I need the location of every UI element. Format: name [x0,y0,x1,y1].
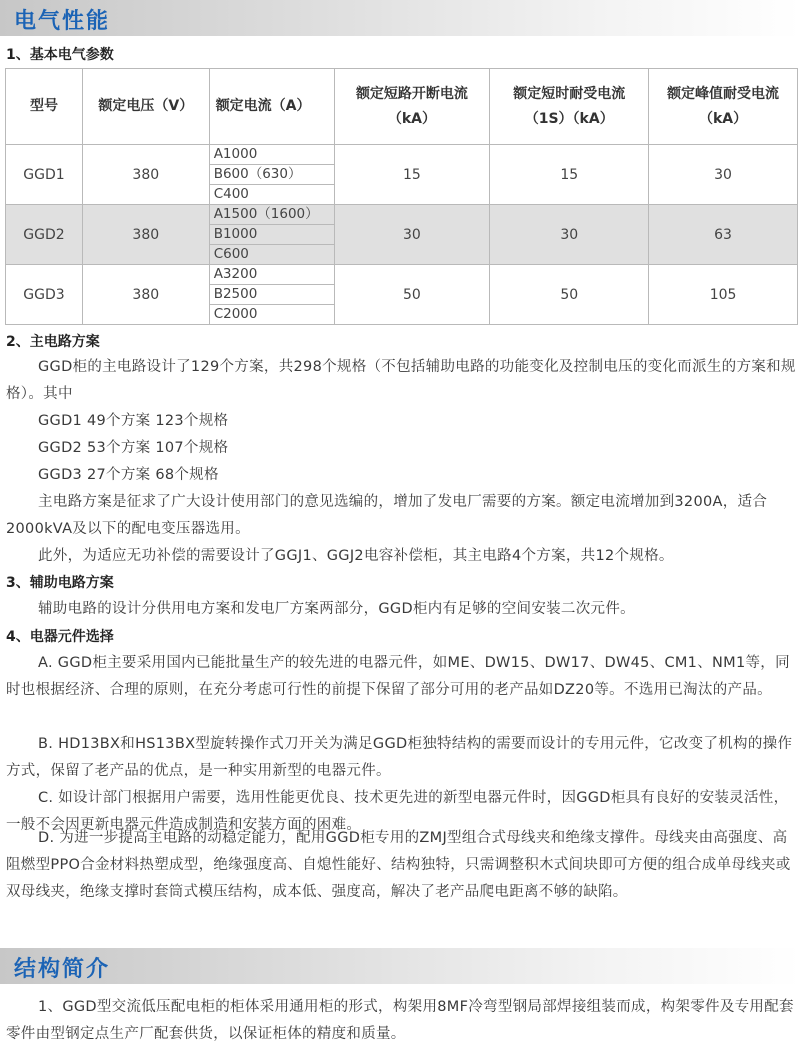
cell-peak: 30 [649,145,798,205]
cell-model: GGD2 [6,205,83,265]
cell-voltage: 380 [82,205,209,265]
header-short-time: 额定短时耐受电流（1S）（kA） [490,69,649,145]
cell-model: GGD3 [6,265,83,325]
section-title-structure: 结构简介 [14,957,111,982]
scheme-line-ggd2: GGD2 53个方案 107个规格 [38,440,229,456]
current-option: A1000 [210,145,334,165]
table-row [6,145,798,205]
paragraph-aux-circuit: 辅助电路的设计分供用电方案和发电厂方案两部分，GGD柜内有足够的空间安装二次元件。 [38,601,635,617]
cell-breaking: 30 [334,205,490,265]
heading-aux-circuit: 3、辅助电路方案 [6,575,114,591]
table-header-row [6,69,798,145]
cell-peak: 63 [649,205,798,265]
paragraph-component-b: B. HD13BX和HS13BX型旋转操作式刀开关为满足GGD柜独特结构的需要而设计的专用元件，它改变了机构的操作方式，保留了老产品的优点，是一种实用新型的电器元件。 [6,736,793,779]
scheme-line-ggd1: GGD1 49个方案 123个规格 [38,413,229,429]
header-model: 型号 [6,69,83,145]
table-row [6,265,798,325]
cell-currents [209,265,334,325]
spec-table [5,68,798,325]
paragraph-component-c: C. 如设计部门根据用户需要，选用性能更优良、技术更先进的新型电器元件时，因GGD柜具有良好的安装灵活性，一般不会因更新电器元件造成制造和安装方面的困难。 [6,790,789,833]
current-option: A3200 [210,265,334,285]
cell-short-time: 50 [490,265,649,325]
header-peak: 额定峰值耐受电流（kA） [649,69,798,145]
paragraph-structure-1: 1、GGD型交流低压配电柜的柜体采用通用柜的形式，构架用8MF冷弯型钢局部焊接组装而成，构架零件及专用配套零件由型钢定点生产厂配套供货，以保证柜体的精度和质量。 [6,999,794,1042]
cell-short-time: 30 [490,205,649,265]
cell-voltage: 380 [82,265,209,325]
cell-voltage: 380 [82,145,209,205]
header-current: 额定电流（A） [209,69,334,145]
current-option: C2000 [213,306,258,322]
heading-basic-params: 1、基本电气参数 [6,47,114,63]
header-breaking: 额定短路开断电流（kA） [334,69,490,145]
table-row [6,205,798,265]
current-option: C600 [213,246,249,262]
paragraph-component-d: D. 为进一步提高主电路的动稳定能力，配用GGD柜专用的ZMJ型组合式母线夹和绝缘支撑件。母线夹由高强度、高阻燃型PPO合金材料热塑成型，绝缘强度高、自熄性能好、结构独特，只需调整积木式间块即可方便的组合成单母线夹或双母线夹，绝缘支撑时套筒式模压结构，成本低、强度高，解决了老产品爬电距离不够的缺陷。 [6,830,791,900]
paragraph-capacitor-cabinet: 此外，为适应无功补偿的需要设计了GGJ1、GGJ2电容补偿柜，其主电路4个方案，共12个规格。 [38,548,674,564]
heading-main-circuit: 2、主电路方案 [6,334,100,350]
paragraph-main-circuit-intro: GGD柜的主电路设计了129个方案，共298个规格（不包括辅助电路的功能变化及控制电压的变化而派生的方案和规格）。其中 [6,359,796,402]
scheme-line-ggd3: GGD3 27个方案 68个规格 [38,467,219,483]
cell-currents [209,145,334,205]
current-option: C400 [213,186,249,202]
section-banner-electrical [0,0,800,36]
cell-breaking: 15 [334,145,490,205]
cell-model: GGD1 [6,145,83,205]
cell-peak: 105 [649,265,798,325]
current-option: B2500 [210,285,334,305]
section-banner-structure [0,948,800,984]
cell-currents [209,205,334,265]
paragraph-component-a: A. GGD柜主要采用国内已能批量生产的较先进的电器元件，如ME、DW15、DW17、DW45、CM1、NM1等，同时也根据经济、合理的原则，在充分考虑可行性的前提下保留了部分可用的老产品如DZ20等。不选用已淘汰的产品。 [6,655,790,698]
cell-short-time: 15 [490,145,649,205]
current-option: B600（630） [210,165,334,185]
paragraph-main-circuit-selection: 主电路方案是征求了广大设计使用部门的意见选编的，增加了发电厂需要的方案。额定电流增加到3200A，适合2000kVA及以下的配电变压器选用。 [6,494,768,537]
header-voltage: 额定电压（V） [82,69,209,145]
section-title-electrical: 电气性能 [14,9,111,34]
heading-components: 4、电器元件选择 [6,629,114,645]
current-option: B1000 [210,225,334,245]
cell-breaking: 50 [334,265,490,325]
current-option: A1500（1600） [210,205,334,225]
